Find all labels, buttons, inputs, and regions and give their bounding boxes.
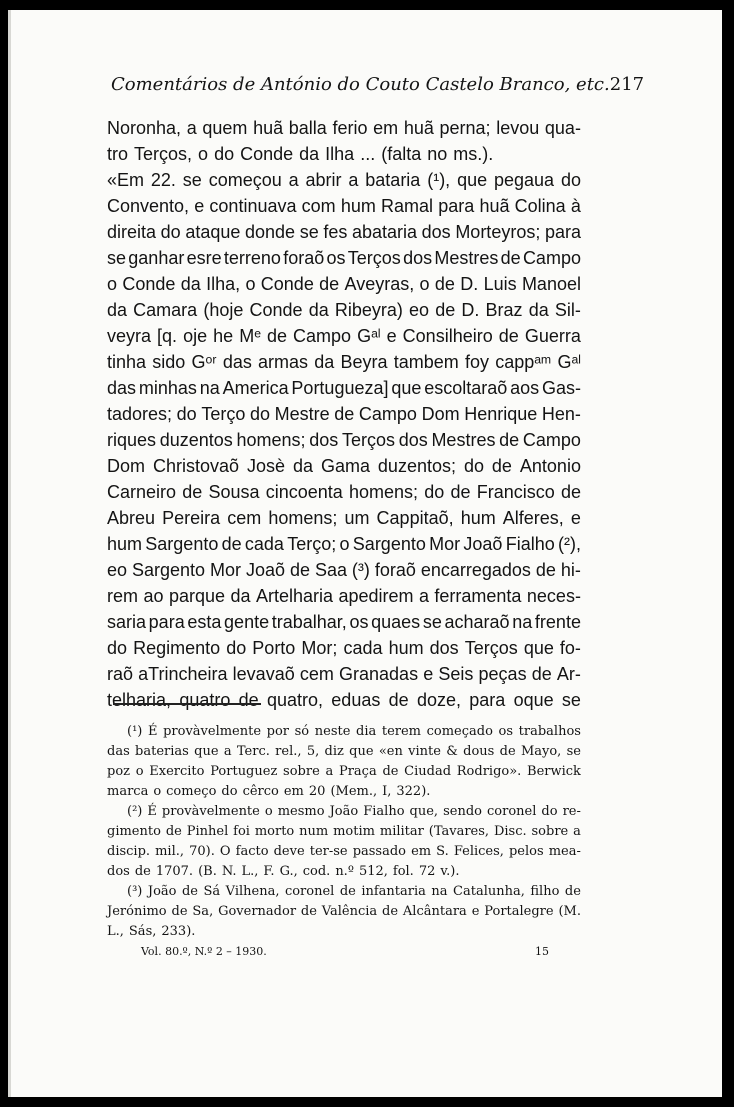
- footnote-line: marca o começo do cêrco em 20 (Mem., I, 322).: [107, 784, 431, 799]
- footnote-line: poz o Exercito Portuguez sobre a Praça de Ciudad Rodrigo». Berwick: [107, 764, 581, 779]
- body-text: [107, 115, 581, 713]
- text-line: raõ aTrincheira levavaõ cem Granadas e Seis peças de Ar-: [107, 664, 581, 684]
- text-line: saria para esta gente trabalhar, os quaes se acharaõ na frente: [107, 612, 581, 632]
- footnote-line: Jerónimo de Sa, Governador de Valência de Alcântara e Portalegre (M.: [107, 904, 581, 919]
- text-line: direita do ataque donde se fes abataria dos Morteyros; para: [107, 222, 581, 242]
- footnotes: [107, 722, 581, 942]
- footnote-line: discip. mil., 70). O facto deve ter-se passado em S. Felices, pelos mea-: [107, 844, 581, 859]
- footnote-line: (²) É provàvelmente o mesmo João Fialho que, sendo coronel do re-: [127, 804, 581, 819]
- text-line: rem ao parque da Artelharia apedirem a ferramenta neces-: [107, 586, 581, 606]
- page-number: 217: [609, 74, 645, 95]
- footnote-line: das baterias que a Terc. rel., 5, diz que «en vinte & dous de Mayo, se: [107, 744, 581, 759]
- footnote-separator: [113, 703, 261, 705]
- page-footer: [141, 945, 549, 958]
- text-line: veyra [q. oje he Mᵉ de Campo Gᵃˡ e Consilheiro de Guerra: [107, 326, 581, 346]
- footnote-line: L., Sás, 233).: [107, 924, 196, 939]
- text-line: eo Sargento Mor Joaõ de Saa (³) foraõ encarregados de hi-: [107, 560, 581, 580]
- text-line: tadores; do Terço do Mestre de Campo Dom Henrique Hen-: [107, 404, 581, 424]
- running-head: [111, 74, 645, 95]
- text-line: tro Terços, o do Conde da Ilha ... (falta no ms.).: [107, 144, 494, 164]
- text-line: Convento, e continuava com hum Ramal para huã Colina à: [107, 196, 581, 216]
- footnote-line: (¹) É provàvelmente por só neste dia terem começado os trabalhos: [127, 724, 581, 739]
- text-line: Abreu Pereira cem homens; um Cappitaõ, hum Alferes, e: [107, 508, 581, 528]
- book-page: [8, 10, 722, 1097]
- text-line: das minhas na America Portugueza] que escoltaraõ aos Gas-: [107, 378, 581, 398]
- running-head-title: Comentários de António do Couto Castelo Branco, etc.: [111, 74, 610, 95]
- text-line: Carneiro de Sousa cincoenta homens; do de Francisco de: [107, 482, 581, 502]
- text-line: se ganhar esre terreno foraõ os Terços dos Mestres de Campo: [107, 248, 581, 268]
- text-line: da Camara (hoje Conde da Ribeyra) eo de D. Braz da Sil-: [107, 300, 581, 320]
- text-line: Noronha, a quem huã balla ferio em huã perna; levou qua-: [107, 118, 581, 138]
- footnote: [107, 802, 581, 882]
- text-line: telharia, quatro de quatro, eduas de doze, para oque se: [107, 690, 581, 710]
- signature-mark: Vol. 80.º, N.º 2 – 1930.: [141, 945, 267, 958]
- footnote: [107, 722, 581, 802]
- text-line: o Conde da Ilha, o Conde de Aveyras, o de D. Luis Manoel: [107, 274, 581, 294]
- text-line: tinha sido Gᵒʳ das armas da Beyra tambem foy cappᵃᵐ Gᵃˡ: [107, 352, 581, 372]
- footnote-line: gimento de Pinhel foi morto num motim militar (Tavares, Disc. sobre a: [107, 824, 581, 839]
- text-line: hum Sargento de cada Terço; o Sargento Mor Joaõ Fialho (²),: [107, 534, 581, 554]
- footnote: [107, 882, 581, 942]
- text-line: «Em 22. se começou a abrir a bataria (¹), que pegaua do: [107, 170, 581, 190]
- footnote-line: (³) João de Sá Vilhena, coronel de infantaria na Catalunha, filho de: [127, 884, 581, 899]
- text-line: riques duzentos homens; dos Terços dos Mestres de Campo: [107, 430, 581, 450]
- text-line: do Regimento do Porto Mor; cada hum dos Terços que fo-: [107, 638, 581, 658]
- footnote-line: dos de 1707. (B. N. L., F. G., cod. n.º 512, fol. 72 v.).: [107, 864, 460, 879]
- sheet-number: 15: [535, 945, 549, 958]
- text-line: Dom Christovaõ Josè da Gama duzentos; do de Antonio: [107, 456, 581, 476]
